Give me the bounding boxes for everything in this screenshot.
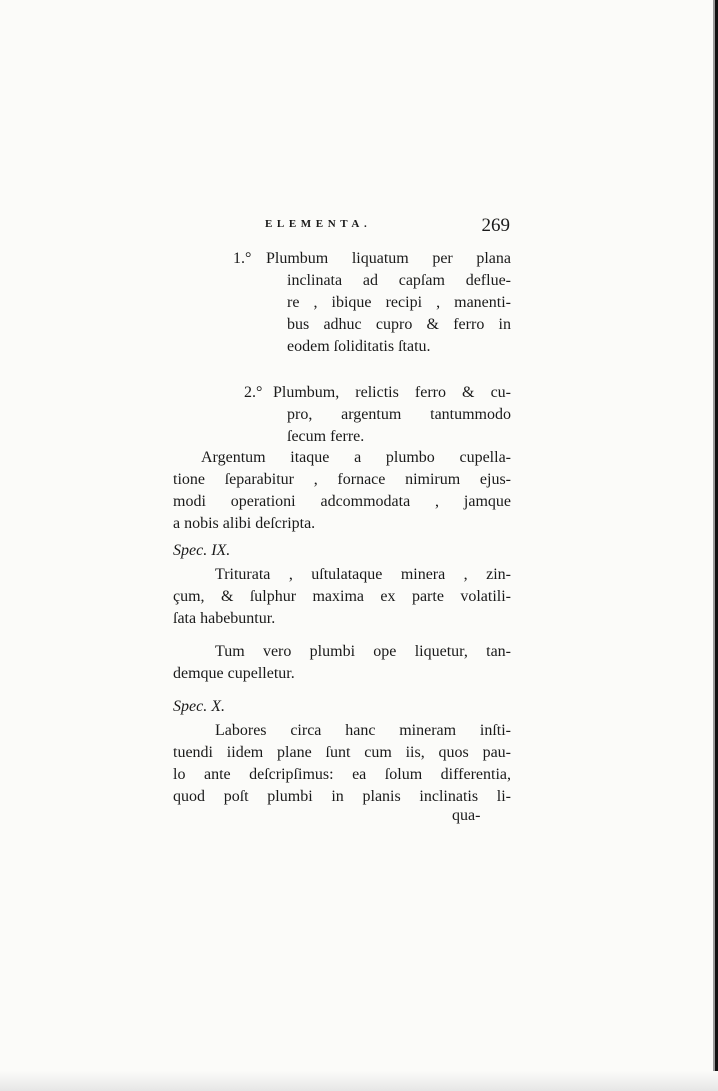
- item2-number: 2.°: [244, 384, 263, 401]
- page-header: [265, 215, 510, 237]
- paragraph-line: Labores circa hanc mineram inſti-: [215, 722, 511, 739]
- paragraph-line: çum, & ſulphur maxima ex parte volatili-: [173, 588, 511, 605]
- paragraph-line: tuendi iidem plane ſunt cum iis, quos pau-: [173, 744, 511, 761]
- spec-x-heading: Spec. X.: [173, 698, 225, 715]
- paragraph-line: Triturata , uſtulataque minera , zin-: [215, 566, 511, 583]
- paragraph-line: Tum vero plumbi ope liquetur, tan-: [215, 643, 511, 660]
- paragraph-line: modi operationi adcommodata , jamque: [173, 493, 511, 510]
- item1-line: re , ibique recipi , manenti-: [287, 294, 511, 311]
- paragraph-line: Argentum itaque a plumbo cupella-: [201, 449, 511, 466]
- paragraph-line: tione ſeparabitur , fornace nimirum ejus-: [173, 471, 511, 488]
- page-number: 269: [481, 215, 510, 236]
- item2-line: ſecum ferre.: [287, 428, 365, 445]
- spec-ix-heading: Spec. IX.: [173, 542, 231, 559]
- paragraph-line: lo ante deſcripſimus: ea ſolum differentia,: [173, 766, 511, 783]
- item2-line: Plumbum, relictis ferro & cu-: [273, 384, 511, 401]
- item1-number: 1.°: [233, 250, 252, 267]
- paragraph-line: a nobis alibi deſcripta.: [173, 515, 316, 532]
- item2-line: pro, argentum tantummodo: [287, 406, 511, 423]
- item1-line: Plumbum liquatum per plana: [266, 250, 511, 267]
- paragraph-line: quod poſt plumbi in planis inclinatis li-: [173, 788, 511, 805]
- item1-line: bus adhuc cupro & ferro in: [287, 316, 511, 333]
- catchword: qua-: [452, 807, 481, 824]
- paragraph-line: demque cupelletur.: [173, 665, 295, 682]
- item1-line: inclinata ad capſam deflue-: [287, 272, 511, 289]
- running-title: ELEMENTA.: [265, 218, 372, 230]
- page-bottom-shadow: [0, 1071, 718, 1091]
- item1-line: eodem ſoliditatis ſtatu.: [287, 338, 431, 355]
- paragraph-line: ſata habebuntur.: [173, 610, 276, 627]
